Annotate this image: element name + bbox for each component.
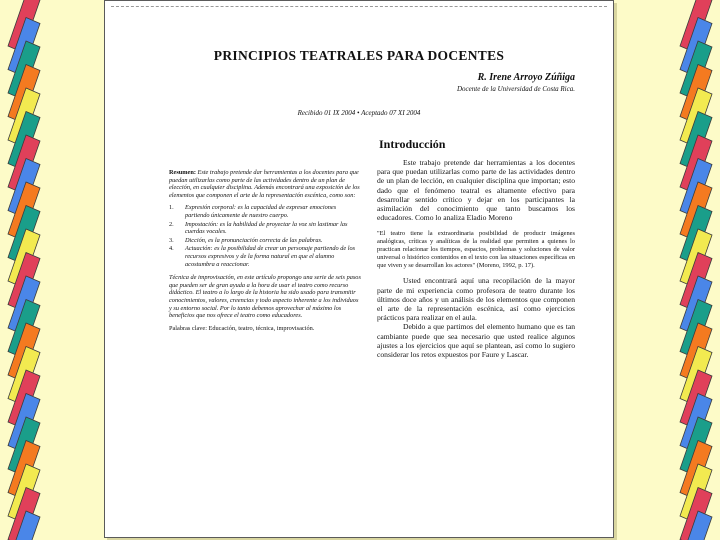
author-affiliation: Docente de la Universidad de Costa Rica.: [456, 85, 575, 93]
received-accepted-dates: Recibido 01 IX 2004 • Aceptado 07 XI 2004: [297, 109, 421, 117]
list-item: [169, 204, 361, 219]
scanned-paper-page: [104, 0, 614, 538]
keywords-label: Palabras clave:: [169, 324, 207, 332]
decorative-stripe-border-right: [676, 0, 716, 540]
list-item-text: Actuación: es la posibilidad de crear un personaje partiendo de los recursos expresivos y de la forma natural en que el alumno acostumbra a reaccionar.: [185, 245, 356, 268]
intro-paragraph-2: Usted encontrará aquí una recopilación de la mayor parte de mi experiencia como profesora de teatro durante los últimos doce años y un análisis de los elementos que componen el arte de la representación escénica, así como ejercicios prácticos para realizar en el aula.: [377, 276, 575, 323]
intro-paragraph-1: Este trabajo pretende dar herramientas a los docentes para que puedan utilizarlas como parte de las actividades dentro de un plan de lección, en cualquier disciplina que importan; esto dado que el fenómeno teatral es altamente efectivo para desarrollar sentido crítico y dejar en los participantes la asimilación del conocimiento que tanto buscamos los educadores. Como lo analiza Eladio Moreno: [377, 158, 575, 223]
list-item-text: Expresión corporal: es la capacidad de expresar emociones partiendo únicamente de nuestro cuerpo.: [185, 204, 337, 219]
list-item-number: 1.: [169, 204, 174, 212]
keywords-text: Educación, teatro, técnica, improvisación.: [208, 324, 315, 332]
list-item-number: 4.: [169, 245, 174, 253]
list-item-number: 2.: [169, 220, 174, 228]
abstract-paragraph: [169, 169, 361, 199]
technique-paragraph: Técnica de improvisación, en este artículo propongo una serie de seis pasos que pueden ser de gran ayuda a la hora de usar el teatro como recurso didáctico. El teatro a lo largo de la historia ha sido usado para transmitir conocimientos, valores, creencias y todo aspecto inherente a los individuos y su entorno social. Por lo tanto debemos aprovechar al máximo los beneficios que nos ofrece el teatro como educadores.: [169, 274, 361, 320]
list-item-text: Impostación: es la habilidad de proyectar la voz sin lastimar las cuerdas vocales.: [185, 220, 348, 236]
list-item: [169, 237, 361, 245]
abstract-column: [169, 169, 361, 337]
introduction-heading: Introducción: [379, 137, 446, 151]
elements-list: [169, 204, 361, 268]
paper-author: R. Irene Arroyo Zúñiga: [477, 72, 575, 83]
list-item: [169, 245, 361, 268]
moreno-quote: "El teatro tiene la extraordinaria posibilidad de producir imágenes analógicas, críticas y analíticas de la realidad que permiten a quienes lo practican relacionar los tiempos, espacios, problemas y soluciones de valor universal o histórico contenidos en el texto con las situaciones específicas en que viven y se desarrollan los actores" (Moreno, 1992, p. 17).: [377, 230, 575, 270]
abstract-label: Resumen:: [169, 169, 196, 176]
abstract-text: Este trabajo pretende dar herramientas a los docentes para que puedan utilizarlas como parte de las actividades dentro de un plan de elección, en cualquier disciplina. Además encontrará una exposición de los elementos que componen el arte de la representación escénica, como son:: [169, 169, 360, 199]
list-item: [169, 221, 361, 236]
introduction-column: [377, 158, 575, 359]
list-item-number: 3.: [169, 236, 174, 244]
list-item-text: Dicción, es la pronunciación correcta de las palabras.: [185, 236, 323, 244]
paper-title: PRINCIPIOS TEATRALES PARA DOCENTES: [213, 48, 505, 63]
decorative-stripe-border-left: [4, 0, 44, 540]
intro-paragraph-3: Debido a que partimos del elemento humano que es tan cambiante puede que sea necesario que usted realice algunos ajustes a los ejercicios que aquí se plantean, así como lo sugiero considerar los retos expuestos por Faure y Lascar.: [377, 322, 575, 360]
keywords-paragraph: [169, 325, 361, 333]
